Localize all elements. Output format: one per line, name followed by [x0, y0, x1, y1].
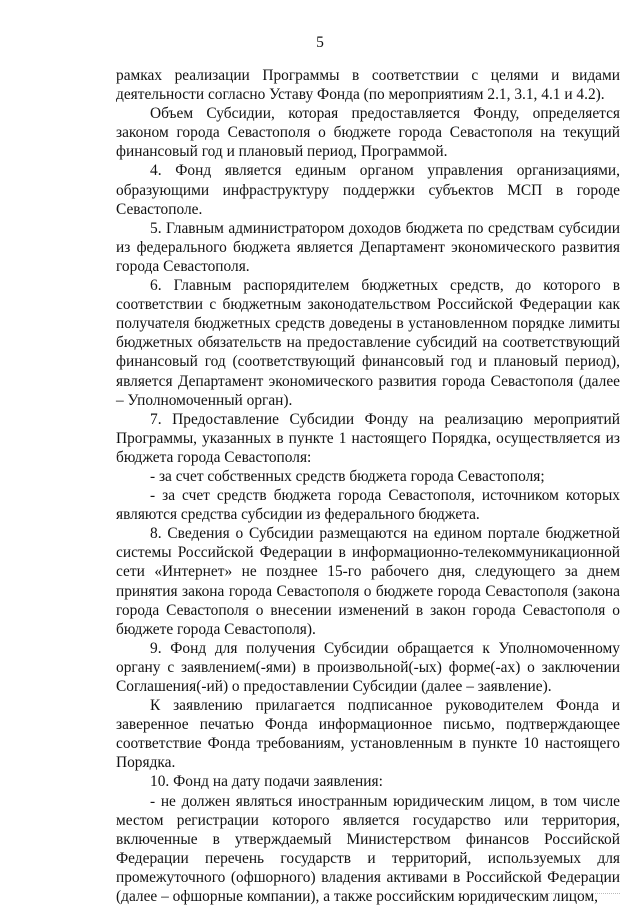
- paragraph: 5. Главным администратором доходов бюджета по средствам субсидии из федерального бюджета является Департамент экономического развития города Севастополя.: [116, 219, 620, 275]
- paragraph: - за счет собственных средств бюджета города Севастополя;: [150, 467, 545, 485]
- paragraph: 7. Предоставление Субсидии Фонду на реализацию мероприятий Программы, указанных в пункте 1 настоящего Порядка, осуществляется из бюджета города Севастополя:: [116, 410, 620, 466]
- paragraph: 6. Главным распорядителем бюджетных средств, до которого в соответствии с бюджетным законодательством Российской Федерации как получателя бюджетных средств доведены в установленном порядке лимиты бюджетных обязательств на предоставление субсидий на соответствующий финансовый год (соответствующий финансовый год и плановый период), является Департамент экономического развития города Севастополя (далее – Уполномоченный орган).: [116, 277, 620, 409]
- scan-artifact-line: [470, 893, 620, 896]
- paragraph: - за счет средств бюджета города Севастополя, источником которых являются средства субсидии из федерального бюджета.: [116, 487, 620, 524]
- paragraph: К заявлению прилагается подписанное руководителем Фонда и заверенное печатью Фонда информационное письмо, подтверждающее соответствие Фонда требованиям, установленным в пункте 10 настоящего Порядка.: [116, 697, 620, 772]
- paragraph: рамках реализации Программы в соответствии с целями и видами деятельности согласно Уставу Фонда (по мероприятиям 2.1, 3.1, 4.1 и 4.2).: [116, 67, 620, 104]
- document-body: [116, 66, 620, 906]
- page-number: 5: [316, 34, 324, 51]
- paragraph: - не должен являться иностранным юридическим лицом, в том числе местом регистрации которого является государство или территория, включенные в утверждаемый Министерством финансов Российской Федерации перечень государств и территорий, используемых для промежуточного (офшорного) владения активами в Российской Федерации (далее – офшорные компании), а также российским юридическим лицом,: [116, 792, 620, 906]
- paragraph: Объем Субсидии, которая предоставляется Фонду, определяется законом города Севастополя о бюджете города Севастополя на текущий финансовый год и плановый период, Программой.: [116, 105, 620, 161]
- paragraph: 9. Фонд для получения Субсидии обращается к Уполномоченному органу с заявлением(-ями) в произвольной(-ых) форме(-ах) о заключении Соглашения(-ий) о предоставлении Субсидии (далее – заявление).: [116, 639, 620, 695]
- paragraph: 4. Фонд является единым органом управления организациями, образующими инфраструктуру поддержки субъектов МСП в городе Севастополе.: [116, 162, 620, 218]
- paragraph: 8. Сведения о Субсидии размещаются на едином портале бюджетной системы Российской Федерации в информационно-телекоммуникационной сети «Интернет» не позднее 15-го рабочего дня, следующего за днем принятия закона города Севастополя о бюджете города Севастополя (закона города Севастополя о внесении изменений в закон города Севастополя о бюджете города Севастополя).: [116, 525, 620, 638]
- paragraph: 10. Фонд на дату подачи заявления:: [150, 773, 383, 791]
